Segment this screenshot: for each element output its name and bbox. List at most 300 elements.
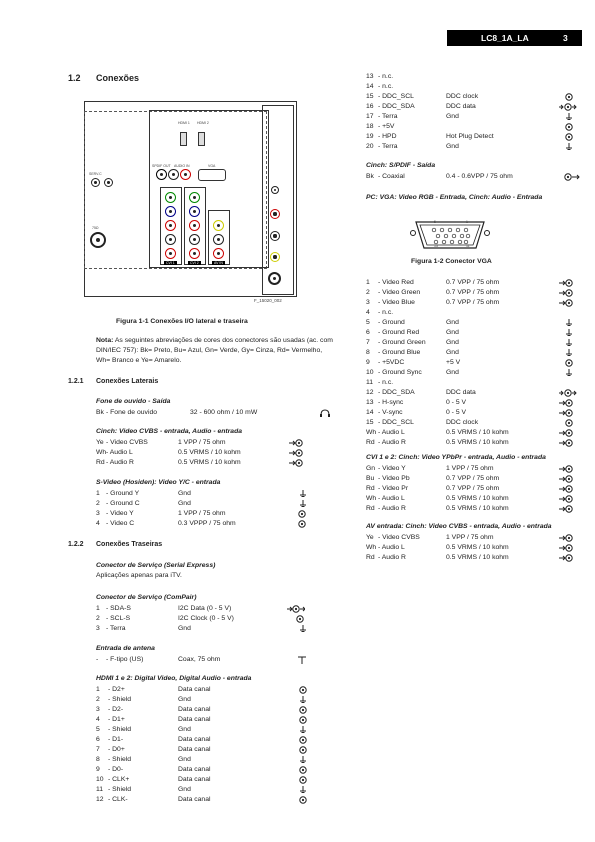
side-svideo-jack [268, 272, 281, 285]
pin: Gn [366, 465, 376, 472]
pin: 15 [366, 93, 374, 100]
ground-icon [559, 319, 579, 327]
signal: - DDC_SCL [378, 93, 414, 100]
signal: - D2- [108, 706, 124, 713]
table-row [96, 755, 326, 765]
value: Gnd [178, 756, 191, 763]
service-jack-2 [104, 178, 113, 187]
pin: Wh [366, 495, 377, 502]
vga-section-title: PC: VGA: Video RGB - Entrada, Cinch: Audio - Entrada [366, 194, 543, 201]
jack-icon [293, 766, 313, 774]
value: 0 - 5 V [446, 409, 467, 416]
value: 0.5 VRMS / 10 kohm [446, 505, 509, 512]
table-row [366, 484, 595, 494]
value: I2C Data (0 - 5 V) [178, 605, 232, 612]
value: Gnd [446, 329, 459, 336]
signal: - D0+ [108, 746, 125, 753]
pin: Rd [366, 505, 375, 512]
table-row [366, 494, 595, 504]
value: 0.5 VRMS / 10 kohm [446, 429, 509, 436]
av-title: AV entrada: Cinch: Video CVBS - entrada, Audio - entrada [366, 523, 552, 530]
headphone-icon [319, 409, 335, 417]
jack-icon [559, 359, 579, 367]
cvi1-r-jack [165, 248, 176, 259]
signal: - +5VDC [378, 359, 405, 366]
table-row [96, 735, 326, 745]
pin: 6 [96, 736, 100, 743]
signal: - Video Green [378, 289, 421, 296]
signal: - DDC_SDA [378, 103, 415, 110]
value: 32 - 600 ohm / 10 mW [190, 409, 258, 416]
cinch-side-title: Cinch: Video CVBS - entrada, Audio - entrada [96, 428, 243, 435]
table-row [366, 338, 595, 348]
pin: Ye [366, 534, 374, 541]
signal: - Video CVBS [106, 439, 148, 446]
table-row [96, 499, 336, 509]
vga-connector-drawing [410, 216, 490, 254]
pin: Wh [96, 449, 107, 456]
pin: 20 [366, 143, 374, 150]
signal: - Video Blue [378, 299, 415, 306]
pin: 19 [366, 133, 374, 140]
pin: 1 [366, 279, 370, 286]
signal: - SCL-S [106, 615, 131, 622]
table-row [96, 775, 326, 785]
input-jack-icon [559, 505, 579, 513]
table-row [366, 418, 595, 428]
hdmi2-port [198, 132, 205, 146]
side-video-jack [270, 252, 280, 262]
table-row [96, 795, 326, 805]
page-number: 3 [563, 33, 568, 43]
pin: 11 [366, 379, 374, 386]
ground-icon [559, 329, 579, 337]
spdif-jack [156, 169, 167, 180]
input-jack-icon [289, 459, 303, 467]
pin: Rd [366, 554, 375, 561]
table-row [96, 509, 336, 519]
signal: - D0- [108, 766, 124, 773]
input-jack-icon [559, 534, 579, 542]
table-row [366, 368, 595, 378]
side-headphone-jack [271, 186, 279, 194]
signal: - Audio R [378, 554, 406, 561]
signal: - F-tipo (US) [106, 656, 144, 663]
value: Gnd [446, 349, 459, 356]
table-row [366, 553, 595, 563]
table-row [366, 408, 595, 418]
side-audio-l-jack [270, 231, 280, 241]
pin: 2 [366, 289, 370, 296]
cvi1-l-jack [165, 234, 176, 245]
table-row [366, 92, 595, 102]
table-row [96, 715, 326, 725]
value: 1 VPP / 75 ohm [178, 510, 226, 517]
value: 0.7 VPP / 75 ohm [446, 299, 500, 306]
signal: - Ground Sync [378, 369, 422, 376]
ground-icon [559, 113, 579, 121]
table-row [96, 438, 336, 448]
jack-icon [293, 796, 313, 804]
pin: Bu [366, 475, 375, 482]
signal: - CLK- [108, 796, 128, 803]
hdmi-title: HDMI 1 e 2: Digital Video, Digital Audio - entrada [96, 675, 252, 682]
hdmi1-port [180, 132, 187, 146]
jack-icon [559, 133, 579, 141]
avin-label: AV IN [214, 261, 223, 265]
table-row [366, 378, 595, 388]
service-label: SERV.C [89, 172, 102, 176]
input-jack-icon [559, 465, 579, 473]
pin: 12 [96, 796, 104, 803]
figure-ref: F_15020_002 [254, 298, 282, 303]
input-jack-icon [559, 429, 579, 437]
table-row [366, 82, 595, 92]
signal: - Shield [108, 756, 132, 763]
service-connector-title: Conector de Serviço (Serial Express) [96, 562, 216, 569]
signal: - Coaxial [378, 173, 405, 180]
value: +5 V [446, 359, 461, 366]
value: Coax, 75 ohm [178, 656, 221, 663]
signal: - DDC_SDA [378, 389, 415, 396]
pin: 1 [96, 490, 100, 497]
value: 1 VPP / 75 ohm [446, 465, 494, 472]
section-number: 1.2 [68, 73, 81, 83]
signal: - Video Pb [378, 475, 410, 482]
cvi2-l-jack [189, 234, 200, 245]
value: Gnd [178, 500, 191, 507]
value: 1 VPP / 75 ohm [446, 534, 494, 541]
table-row [96, 448, 336, 458]
headphone-title: Fone de ouvido - Saída [96, 398, 171, 405]
table-row [366, 72, 595, 82]
table-row [366, 132, 595, 142]
value: Data canal [178, 716, 211, 723]
value: Gnd [178, 625, 191, 632]
signal: - HPD [378, 133, 397, 140]
signal: - D1- [108, 736, 124, 743]
value: 0.5 VRMS / 10 kohm [178, 449, 241, 456]
signal: - V-sync [378, 409, 403, 416]
table-row [366, 543, 595, 553]
service-jack-1 [91, 178, 100, 187]
value: Gnd [178, 696, 191, 703]
table-row [366, 438, 595, 448]
pin: 9 [366, 359, 370, 366]
signal: - Ground Blue [378, 349, 421, 356]
pin: 7 [366, 339, 370, 346]
signal: - Audio L [378, 429, 405, 436]
value: 0.4 - 0.6VPP / 75 ohm [446, 173, 513, 180]
cvi1-pr-jack [165, 220, 176, 231]
pin: 13 [366, 399, 374, 406]
pin: 3 [96, 706, 100, 713]
value: Gnd [446, 369, 459, 376]
cvi1-label: CVI 1 [166, 261, 175, 265]
input-jack-icon [297, 520, 307, 528]
table-row [366, 308, 595, 318]
signal: - Audio R [106, 459, 134, 466]
ground-icon [559, 143, 579, 151]
input-jack-icon [289, 439, 303, 447]
pin: Rd [366, 439, 375, 446]
pin: Bk [96, 409, 104, 416]
input-jack-icon [559, 279, 579, 287]
audio-l-jack [168, 169, 179, 180]
pin: Rd [366, 485, 375, 492]
signal: - +5V [378, 123, 395, 130]
value: Gnd [446, 319, 459, 326]
pin: Ye [96, 439, 104, 446]
pin: 8 [96, 756, 100, 763]
value: I2C Clock (0 - 5 V) [178, 615, 234, 622]
signal: - Video Pr [378, 485, 409, 492]
side-audio-r-jack [270, 209, 280, 219]
pin: 4 [96, 716, 100, 723]
spdif-title: Cinch: S/PDIF - Saída [366, 162, 436, 169]
value: 0.7 VPP / 75 ohm [446, 279, 500, 286]
signal: - Shield [108, 726, 132, 733]
pin: 11 [96, 786, 104, 793]
table-row [96, 624, 336, 634]
value: 1 VPP / 75 ohm [178, 439, 226, 446]
pin: Bk [366, 173, 374, 180]
value: Data canal [178, 766, 211, 773]
signal: - n.c. [378, 309, 394, 316]
note-label: Nota: [96, 337, 114, 344]
pin: 7 [96, 746, 100, 753]
headphone-row [96, 408, 336, 418]
input-jack-icon [295, 615, 305, 623]
table-row [366, 142, 595, 152]
table-row [366, 172, 582, 182]
pin: 10 [96, 776, 104, 783]
table-row [366, 358, 595, 368]
input-jack-icon [297, 510, 307, 518]
cvi2-y-jack [189, 192, 200, 203]
note-text: As seguintes abreviações de cores dos conectores são usadas (ac. com DIN/IEC 757): Bk= Preto, Bu= Azul, Gn= Verde, Gy= Cinza, Rd= Vermelho, Wh= Branco e Ye= Amarelo. [96, 337, 333, 364]
note-paragraph [96, 336, 336, 366]
jack-icon [559, 419, 579, 427]
value: Data canal [178, 706, 211, 713]
value: Hot Plug Detect [446, 133, 494, 140]
table-row [96, 725, 326, 735]
signal: - Shield [108, 786, 132, 793]
pin: 2 [96, 500, 100, 507]
audio-in-label: AUDIO IN [174, 164, 190, 168]
table-row [96, 458, 336, 468]
input-jack-icon [559, 554, 579, 562]
value: DDC data [446, 103, 476, 110]
jack-icon [293, 736, 313, 744]
value: Gnd [178, 726, 191, 733]
aerial-jack [90, 232, 106, 248]
jack-icon [559, 123, 579, 131]
pin: 9 [96, 766, 100, 773]
signal: - Terra [378, 143, 398, 150]
pin: 1 [96, 686, 100, 693]
signal: - Terra [378, 113, 398, 120]
svideo-title: S-Video (Hosiden): Video Y/C - entrada [96, 479, 221, 486]
antenna-title: Entrada de antena [96, 645, 155, 652]
pin: 4 [96, 520, 100, 527]
page-header [447, 30, 582, 46]
table-row [96, 745, 326, 755]
signal: - Ground Y [106, 490, 140, 497]
input-jack-icon [559, 495, 579, 503]
avin-r-jack [213, 248, 224, 259]
jack-icon [293, 706, 313, 714]
value: Gnd [178, 786, 191, 793]
table-row [366, 504, 595, 514]
signal: - Video Y [106, 510, 134, 517]
subsection-number: 1.2.1 [68, 378, 84, 385]
table-row [366, 428, 595, 438]
signal: - Video Y [378, 465, 406, 472]
table-row [96, 604, 336, 614]
cvi-title: CVI 1 e 2: Cinch: Video YPbPr - entrada, Audio - entrada [366, 454, 546, 461]
value: 0.3 VPPP / 75 ohm [178, 520, 236, 527]
document-code: LC8_1A_LA [481, 33, 529, 43]
input-jack-icon [559, 409, 579, 417]
ground-icon [299, 490, 307, 498]
value: Data canal [178, 686, 211, 693]
aerial-label: 75Ω [92, 226, 99, 230]
ground-icon [559, 339, 579, 347]
pin: 8 [366, 349, 370, 356]
pin: 2 [96, 615, 100, 622]
vga-pin-label: 11 [466, 244, 470, 248]
pin: 6 [366, 329, 370, 336]
hdmi1-label: HDMI 1 [178, 121, 190, 125]
bidirectional-jack-icon [559, 103, 579, 111]
value: 0 - 5 V [446, 399, 467, 406]
signal: - Audio L [106, 449, 133, 456]
ground-icon [293, 756, 313, 764]
jack-icon [559, 93, 579, 101]
audio-r-jack [180, 169, 191, 180]
signal: - n.c. [378, 73, 394, 80]
pin: 14 [366, 409, 374, 416]
vga-pin-label: 1 [466, 220, 468, 224]
cvi1-pb-jack [165, 206, 176, 217]
subsection-number: 1.2.2 [68, 541, 84, 548]
table-row [366, 122, 595, 132]
vga-pin-label: 15 [434, 244, 438, 248]
vga-pin-label: 5 [434, 220, 436, 224]
spdif-label: SPDIF OUT [152, 164, 171, 168]
signal: - CLK+ [108, 776, 130, 783]
subsection-title: Conexões Traseiras [96, 541, 163, 548]
pin: 5 [366, 319, 370, 326]
pin: Rd [96, 459, 105, 466]
value: Gnd [446, 143, 459, 150]
signal: - SDA-S [106, 605, 131, 612]
jack-icon [293, 746, 313, 754]
ground-icon [293, 786, 313, 794]
signal: - Audio L [378, 495, 405, 502]
table-row [96, 519, 336, 529]
ground-icon [559, 369, 579, 377]
value: Data canal [178, 776, 211, 783]
table-row [366, 474, 595, 484]
value: DDC clock [446, 419, 479, 426]
hdmi2-label: HDMI 2 [197, 121, 209, 125]
figure2-caption: Figura 1-2 Conector VGA [411, 258, 492, 265]
pin: 10 [366, 369, 374, 376]
value: DDC data [446, 389, 476, 396]
table-row [366, 102, 595, 112]
jack-icon [293, 776, 313, 784]
input-jack-icon [559, 544, 579, 552]
cvi2-pb-jack [189, 206, 200, 217]
antenna-icon [297, 656, 307, 664]
signal: - Ground Green [378, 339, 426, 346]
table-row [96, 655, 336, 665]
table-row [366, 533, 595, 543]
pin: 2 [96, 696, 100, 703]
figure1-caption: Figura 1-1 Conexões I/O lateral e traseira [116, 318, 248, 325]
table-row [366, 348, 595, 358]
input-jack-icon [289, 449, 303, 457]
table-row [96, 695, 326, 705]
table-row [96, 765, 326, 775]
vga-label: VGA [208, 164, 216, 168]
signal: - Shield [108, 696, 132, 703]
jack-icon [293, 716, 313, 724]
table-row [366, 398, 595, 408]
value: 0.7 VPP / 75 ohm [446, 475, 500, 482]
pin: 3 [96, 625, 100, 632]
pin: 3 [96, 510, 100, 517]
signal: - Video CVBS [378, 534, 420, 541]
input-jack-icon [559, 485, 579, 493]
output-jack-icon [564, 173, 580, 181]
side-strip-outline [262, 105, 294, 295]
avin-l-jack [213, 234, 224, 245]
table-row [366, 112, 595, 122]
pin: 1 [96, 605, 100, 612]
signal: - D1+ [108, 716, 125, 723]
signal: - n.c. [378, 83, 394, 90]
value: Gnd [446, 339, 459, 346]
value: 0.5 VRMS / 10 kohm [446, 544, 509, 551]
table-row [366, 278, 595, 288]
signal: - n.c. [378, 379, 394, 386]
pin: - [96, 656, 99, 663]
input-jack-icon [559, 299, 579, 307]
signal: - Ground [378, 319, 405, 326]
pin: 17 [366, 113, 374, 120]
signal: - D2+ [108, 686, 125, 693]
pin: 14 [366, 83, 374, 90]
table-row [366, 328, 595, 338]
value: 0.7 VPP / 75 ohm [446, 485, 500, 492]
table-row [366, 298, 595, 308]
jack-icon [293, 686, 313, 694]
input-jack-icon [559, 475, 579, 483]
bidirectional-jack-icon [559, 389, 579, 397]
pin: Wh [366, 429, 377, 436]
ground-icon [293, 696, 313, 704]
signal: - Audio R [378, 505, 406, 512]
compair-title: Conector de Serviço (ComPair) [96, 594, 197, 601]
subsection-title: Conexões Laterais [96, 378, 159, 385]
table-row [96, 489, 336, 499]
signal: - Video C [106, 520, 135, 527]
value: DDC clock [446, 93, 479, 100]
pin: 5 [96, 726, 100, 733]
